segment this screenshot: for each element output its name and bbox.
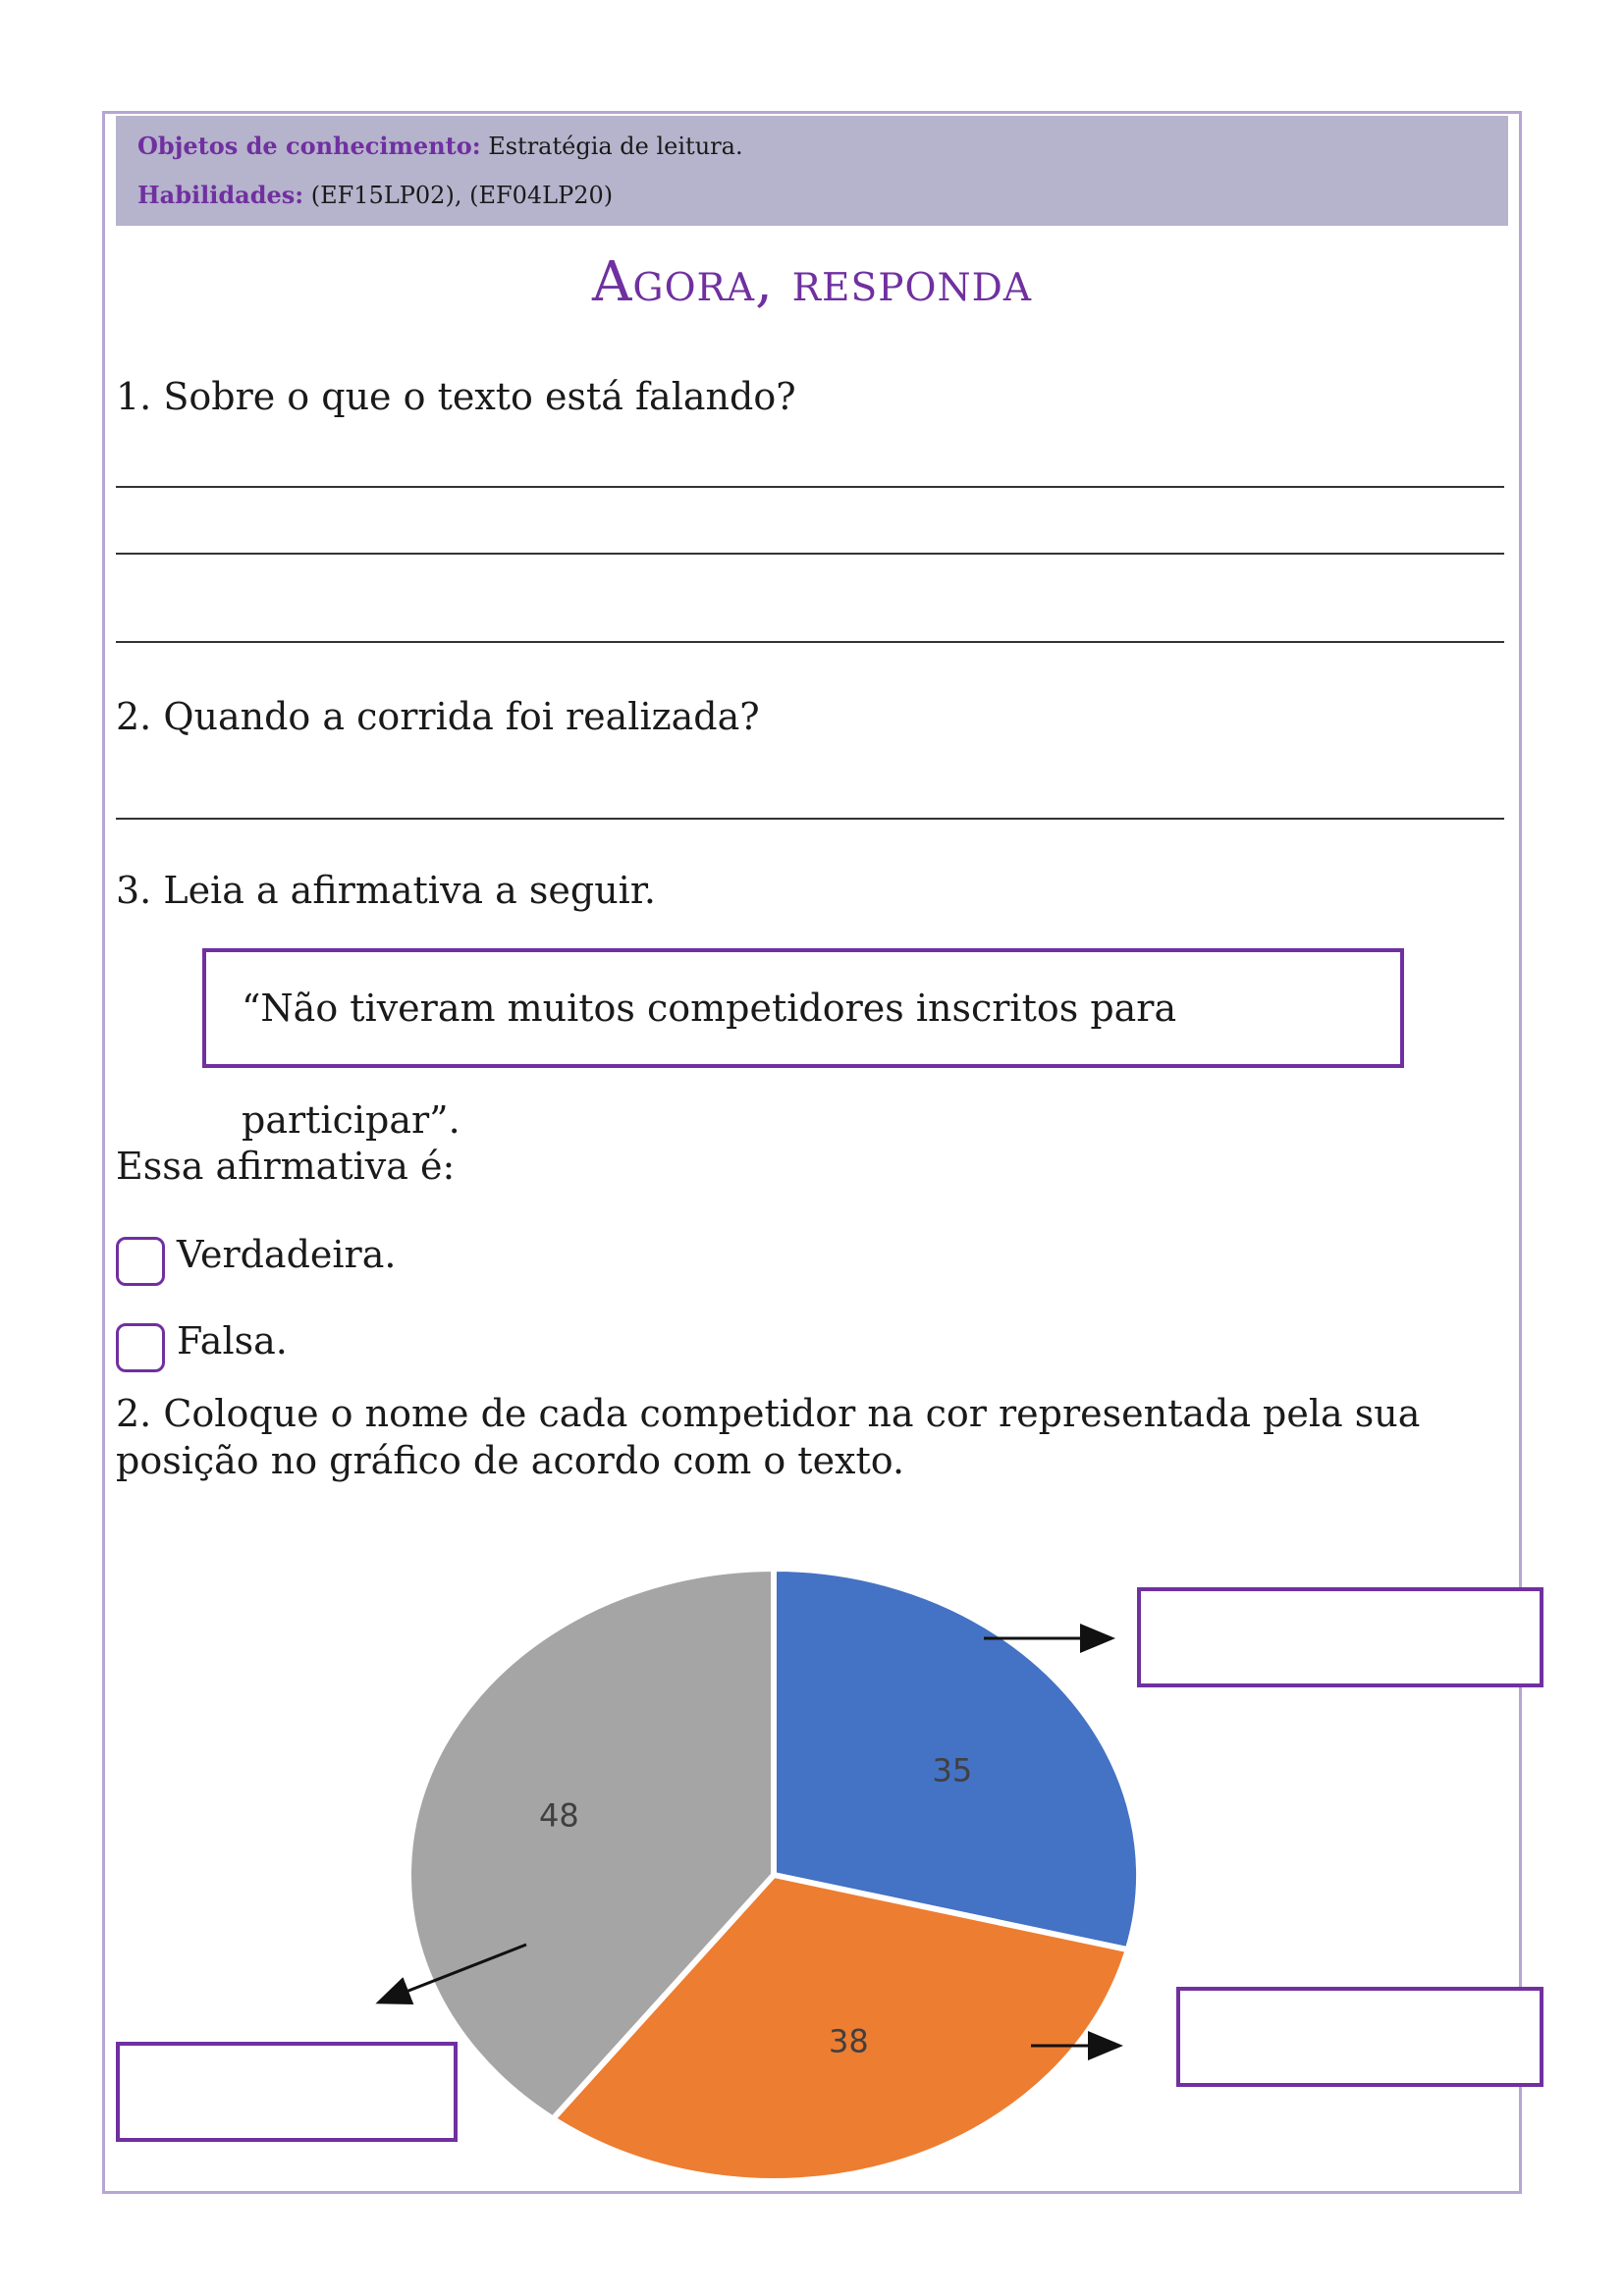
objects-value: Estratégia de leitura. (480, 133, 743, 160)
slice-orange-label: 38 (829, 2022, 869, 2060)
quote-box: “Não tiveram muitos competidores inscritos para participar”. (202, 948, 1404, 1068)
statement-prompt: Essa afirmativa é: (116, 1145, 456, 1188)
name-box-orange[interactable] (1176, 1987, 1543, 2087)
slice-blue-label: 35 (932, 1751, 973, 1789)
page-title: Agora, responda (591, 250, 1033, 314)
skills-label: Habilidades: (137, 181, 304, 209)
name-box-gray[interactable] (116, 2042, 458, 2142)
question-4: 2. Coloque o nome de cada competidor na cor representada pela sua posição no gráfico de acordo com o texto. (116, 1392, 1421, 1482)
question-2: 2. Quando a corrida foi realizada? (116, 695, 760, 738)
slice-gray-label: 48 (539, 1796, 579, 1835)
question-3: 3. Leia a afirmativa a seguir. (116, 869, 656, 912)
question-1: 1. Sobre o que o texto está falando? (116, 375, 796, 418)
option-false-label: Falsa. (177, 1319, 288, 1362)
objects-label: Objetos de conhecimento: (137, 132, 481, 160)
option-true-label: Verdadeira. (177, 1233, 397, 1276)
name-box-blue[interactable] (1137, 1587, 1543, 1687)
skills-value: (EF15LP02), (EF04LP20) (303, 182, 614, 209)
